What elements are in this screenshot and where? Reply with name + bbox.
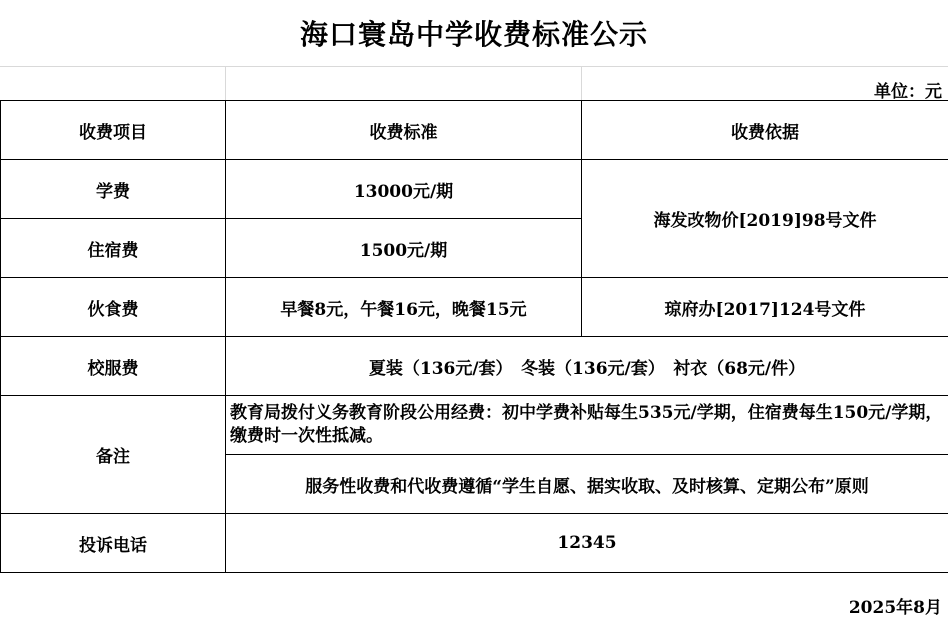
dorm-item: 住宿费 — [1, 219, 226, 278]
unit-label: 单位：元 — [874, 82, 942, 102]
remarks-note-principle: 服务性收费和代收费遵循“学生自愿、据实收取、及时核算、定期公布”原则 — [226, 455, 948, 514]
unit-row — [0, 66, 948, 100]
table-row — [1, 514, 948, 573]
fee-table — [0, 100, 948, 573]
header-standard: 收费标准 — [226, 101, 582, 160]
complaint-item: 投诉电话 — [1, 514, 226, 573]
tuition-item: 学费 — [1, 160, 226, 219]
footer-area — [0, 573, 948, 629]
page-title: 海口寰岛中学收费标准公示 — [299, 18, 648, 51]
publish-date: 2025年8月 — [848, 598, 942, 618]
uniform-standard: 夏装（136元/套） 冬装（136元/套） 衬衣（68元/件） — [226, 337, 948, 396]
dorm-standard: 1500元/期 — [226, 219, 582, 278]
table-row — [1, 160, 948, 219]
header-item: 收费项目 — [1, 101, 226, 160]
meals-item: 伙食费 — [1, 278, 226, 337]
meals-standard: 早餐8元，午餐16元，晚餐15元 — [226, 278, 582, 337]
table-row — [1, 337, 948, 396]
header-basis: 收费依据 — [582, 101, 948, 160]
table-row — [1, 396, 948, 455]
tuition-dorm-basis: 海发改物价[2019]98号文件 — [582, 160, 948, 278]
meals-basis: 琼府办[2017]124号文件 — [582, 278, 948, 337]
title-row — [0, 0, 948, 67]
complaint-phone: 12345 — [226, 514, 948, 573]
remarks-note-subsidy: 教育局拨付义务教育阶段公用经费：初中学费补贴每生535元/学期，住宿费每生150元/学期，缴费时一次性抵减。 — [226, 396, 948, 455]
header-row — [1, 101, 948, 160]
tuition-standard: 13000元/期 — [226, 160, 582, 219]
remarks-item: 备注 — [1, 396, 226, 514]
table-row — [1, 278, 948, 337]
gridline — [581, 66, 582, 100]
uniform-item: 校服费 — [1, 337, 226, 396]
gridline — [225, 66, 226, 100]
